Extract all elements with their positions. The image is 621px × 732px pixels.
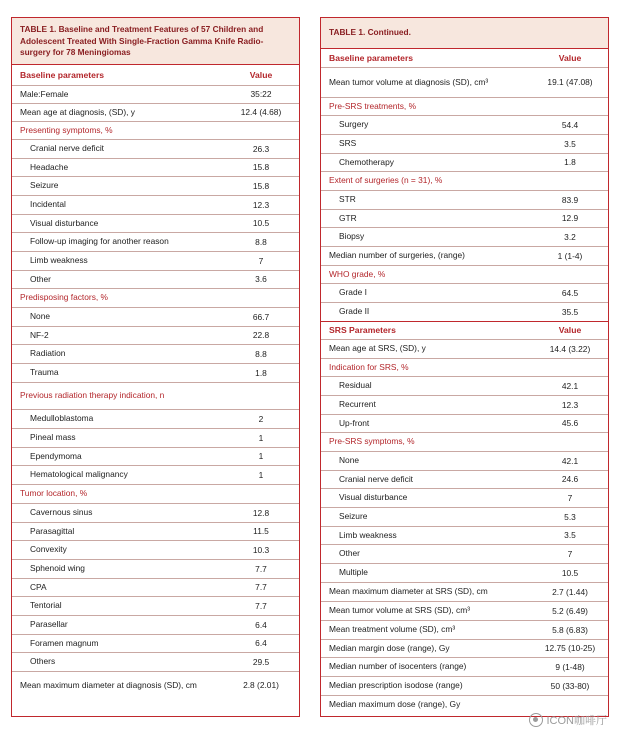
row-label: Seizure: [30, 180, 59, 191]
table-row: [321, 695, 608, 714]
section-heading: Pre-SRS symptoms, %: [321, 432, 608, 451]
section-heading: Predisposing factors, %: [12, 288, 299, 307]
table-row: [321, 190, 608, 209]
row-value: 7: [567, 492, 573, 503]
table-row: [321, 302, 608, 321]
table-body: [321, 67, 608, 714]
section-header: [321, 321, 608, 339]
row-label: Follow-up imaging for another reason: [30, 236, 169, 247]
row-value: 6.4: [255, 619, 267, 630]
row-label: Hematological malignancy: [30, 469, 128, 480]
section-heading: Previous radiation therapy indication, n: [12, 382, 299, 409]
row-value: 66.7: [252, 311, 270, 322]
table-row: [321, 639, 608, 657]
row-value: 9 (1-48): [555, 661, 585, 672]
table-row: [12, 540, 299, 559]
table-row: [321, 209, 608, 227]
row-value: 22.8: [252, 330, 270, 340]
row-label: Parasellar: [30, 619, 68, 630]
row-label: Seizure: [339, 511, 368, 522]
table-row: [12, 578, 299, 596]
row-value: 5.8 (6.83): [552, 624, 588, 635]
row-value: 10.5: [561, 567, 579, 578]
row-label: SRS: [339, 138, 357, 149]
table-row: [12, 503, 299, 522]
table-row: [321, 620, 608, 639]
row-value: 1: [258, 469, 264, 480]
row-value: 10.3: [252, 544, 270, 555]
row-label: Median margin dose (range), Gy: [329, 642, 450, 653]
row-value: 1: [258, 432, 264, 443]
row-value: 1.8: [564, 157, 576, 167]
row-label: Foramen magnum: [30, 637, 99, 648]
row-label: GTR: [339, 212, 357, 223]
row-value: 5.3: [564, 511, 576, 522]
row-label: Multiple: [339, 567, 368, 578]
section-heading: WHO grade, %: [321, 265, 608, 283]
table-row: [12, 139, 299, 158]
table-body: [12, 85, 299, 699]
table-row: [321, 544, 608, 563]
table-row: [12, 615, 299, 634]
row-value: 12.3: [561, 399, 579, 410]
table-row: [321, 470, 608, 488]
row-label: Trauma: [30, 367, 59, 378]
row-label: Headache: [30, 161, 69, 172]
row-value: 83.9: [561, 194, 579, 205]
row-value: 54.4: [561, 119, 579, 130]
row-label: Visual disturbance: [339, 492, 408, 503]
table-title: TABLE 1. Baseline and Treatment Features of 57 Children and Adolescent Treated With Single-Fraction Gamma Knife Radio-surgery for 78 Meningiomas: [12, 18, 299, 65]
row-label: Cranial nerve deficit: [30, 143, 105, 154]
table-row: [12, 409, 299, 428]
table-row: [321, 601, 608, 620]
row-value: 6.4: [255, 638, 267, 648]
row-label: Radiation: [30, 348, 66, 359]
row-value: 12.4 (4.68): [240, 107, 282, 117]
row-value: 1: [258, 451, 264, 461]
table-row: [321, 227, 608, 246]
header-value: Value: [558, 325, 582, 335]
wechat-icon: [529, 713, 543, 727]
row-label: Mean age at SRS, (SD), y: [329, 343, 426, 354]
table-row: [321, 582, 608, 601]
section-heading: Presenting symptoms, %: [12, 121, 299, 139]
row-label: Parasagittal: [30, 525, 75, 536]
row-value: 11.5: [253, 526, 269, 536]
table-row: [12, 634, 299, 652]
table-row: [12, 344, 299, 363]
row-label: Mean maximum diameter at diagnosis (SD), cm: [20, 679, 197, 690]
row-label: Cavernous sinus: [30, 507, 93, 518]
section-heading: Extent of surgeries (n = 31), %: [321, 171, 608, 190]
row-value: 1 (1-4): [557, 250, 583, 261]
row-value: 64.5: [561, 287, 579, 298]
section-heading: Indication for SRS, %: [321, 358, 608, 376]
table-row: [12, 158, 299, 176]
row-label: Mean tumor volume at diagnosis (SD), cm³: [329, 76, 489, 87]
row-value: 7.7: [255, 582, 267, 592]
watermark-text: ICON咖啡厅: [546, 715, 607, 727]
table-row: [12, 447, 299, 465]
row-value: 35:22: [250, 89, 272, 99]
row-label: Grade II: [339, 306, 370, 317]
row-value: 12.75 (10-25): [544, 643, 596, 653]
table-row: [12, 559, 299, 578]
row-label: Mean maximum diameter at SRS (SD), cm: [329, 586, 488, 597]
table-row: [321, 67, 608, 97]
row-value: 15.8: [252, 162, 270, 172]
row-label: NF-2: [30, 329, 49, 340]
table-row: [12, 465, 299, 484]
row-value: 3.5: [564, 138, 576, 149]
row-label: Limb weakness: [30, 255, 88, 266]
row-value: 3.5: [564, 530, 576, 540]
table-row: [321, 283, 608, 302]
row-value: 42.1: [561, 455, 579, 466]
row-label: Medulloblastoma: [30, 413, 94, 424]
row-label: Limb weakness: [339, 529, 397, 540]
row-label: Mean age at diagnosis, (SD), y: [20, 106, 135, 117]
row-value: 3.2: [564, 231, 576, 242]
table-row: [12, 251, 299, 270]
row-label: STR: [339, 194, 356, 205]
row-value: 10.5: [252, 218, 270, 228]
row-value: 24.6: [561, 474, 579, 484]
table-1-left: [11, 17, 300, 717]
table-row: [321, 657, 608, 676]
header-label: Baseline parameters: [329, 52, 414, 63]
row-label: Chemotherapy: [339, 156, 394, 167]
table-row: [12, 214, 299, 232]
row-label: Median number of surgeries, (range): [329, 250, 465, 261]
row-value: 42.1: [561, 380, 579, 391]
row-label: Pineal mass: [30, 432, 76, 443]
section-heading: Pre-SRS treatments, %: [321, 97, 608, 115]
row-label: None: [339, 455, 360, 466]
row-label: Sphenoid wing: [30, 563, 85, 574]
row-value: 12.8: [252, 507, 270, 518]
row-value: 45.6: [561, 418, 579, 428]
row-label: Other: [30, 273, 51, 284]
table-row: [321, 339, 608, 358]
table-row: [12, 326, 299, 344]
table-title: TABLE 1. Continued.: [321, 18, 608, 49]
table-row: [321, 526, 608, 544]
header-label: Baseline parameters: [20, 69, 105, 80]
header-value: Value: [558, 52, 582, 63]
row-value: 50 (33-80): [550, 680, 590, 691]
row-value: 19.1 (47.08): [547, 77, 593, 87]
table-header: [321, 49, 608, 67]
header-value: Value: [249, 69, 273, 80]
row-label: Biopsy: [339, 231, 365, 242]
table-row: [321, 451, 608, 470]
row-label: Male:Female: [20, 88, 69, 99]
table-row: [12, 522, 299, 540]
row-value: 12.3: [252, 199, 270, 210]
table-row: [12, 652, 299, 671]
row-label: Up-front: [339, 417, 370, 428]
row-value: 8.8: [255, 236, 267, 247]
table-row: [12, 428, 299, 447]
row-label: Grade I: [339, 287, 367, 298]
row-label: Median maximum dose (range), Gy: [329, 699, 461, 710]
table-row: [321, 246, 608, 265]
table-row: [12, 307, 299, 326]
table-row: [12, 195, 299, 214]
row-label: Median number of isocenters (range): [329, 661, 467, 672]
table-row: [321, 676, 608, 695]
row-value: 8.8: [255, 348, 267, 359]
row-value: 35.5: [561, 306, 579, 317]
row-value: 7: [567, 548, 573, 559]
table-row: [321, 115, 608, 134]
row-value: 29.5: [252, 656, 270, 667]
row-value: 12.9: [561, 213, 579, 223]
table-1-right: [320, 17, 609, 717]
table-row: [12, 363, 299, 382]
row-value: 2: [258, 413, 264, 424]
row-value: 7: [258, 255, 264, 266]
table-row: [321, 153, 608, 171]
row-label: Surgery: [339, 119, 369, 130]
table-row: [321, 395, 608, 414]
table-row: [321, 563, 608, 582]
row-label: Incidental: [30, 199, 66, 210]
row-label: Cranial nerve deficit: [339, 473, 414, 484]
row-value: 2.8 (2.01): [243, 680, 279, 690]
table-row: [321, 134, 608, 153]
table-row: [321, 488, 608, 507]
row-value: 26.3: [252, 143, 270, 154]
row-label: Visual disturbance: [30, 217, 99, 228]
row-value: 7.7: [255, 600, 267, 611]
watermark: [529, 712, 608, 728]
table-row: [321, 507, 608, 526]
row-value: 3.6: [255, 274, 267, 284]
row-label: Residual: [339, 380, 372, 391]
row-label: Mean treatment volume (SD), cm³: [329, 624, 456, 635]
row-label: Mean tumor volume at SRS (SD), cm³: [329, 605, 471, 616]
section-heading: Tumor location, %: [12, 484, 299, 503]
row-label: Convexity: [30, 544, 67, 555]
table-row: [321, 376, 608, 395]
table-row: [12, 85, 299, 103]
row-value: 5.2 (6.49): [552, 605, 588, 616]
table-row: [12, 103, 299, 121]
row-label: CPA: [30, 581, 47, 592]
row-label: Others: [30, 656, 56, 667]
table-row: [12, 596, 299, 615]
row-label: Other: [339, 548, 360, 559]
row-label: Tentorial: [30, 600, 62, 611]
row-label: Ependymoma: [30, 450, 82, 461]
row-value: 1.8: [255, 367, 267, 378]
row-value: 7.7: [255, 563, 267, 574]
table-row: [321, 414, 608, 432]
row-label: Recurrent: [339, 399, 376, 410]
row-label: Median prescription isodose (range): [329, 680, 463, 691]
table-row: [12, 671, 299, 699]
table-row: [12, 176, 299, 195]
row-value: 15.8: [252, 180, 270, 191]
header-label: SRS Parameters: [329, 325, 396, 335]
table-row: [12, 232, 299, 251]
table-header: [12, 65, 299, 85]
row-label: None: [30, 311, 51, 322]
table-row: [12, 270, 299, 288]
row-value: 14.4 (3.22): [549, 343, 591, 354]
row-value: 2.7 (1.44): [552, 586, 588, 597]
